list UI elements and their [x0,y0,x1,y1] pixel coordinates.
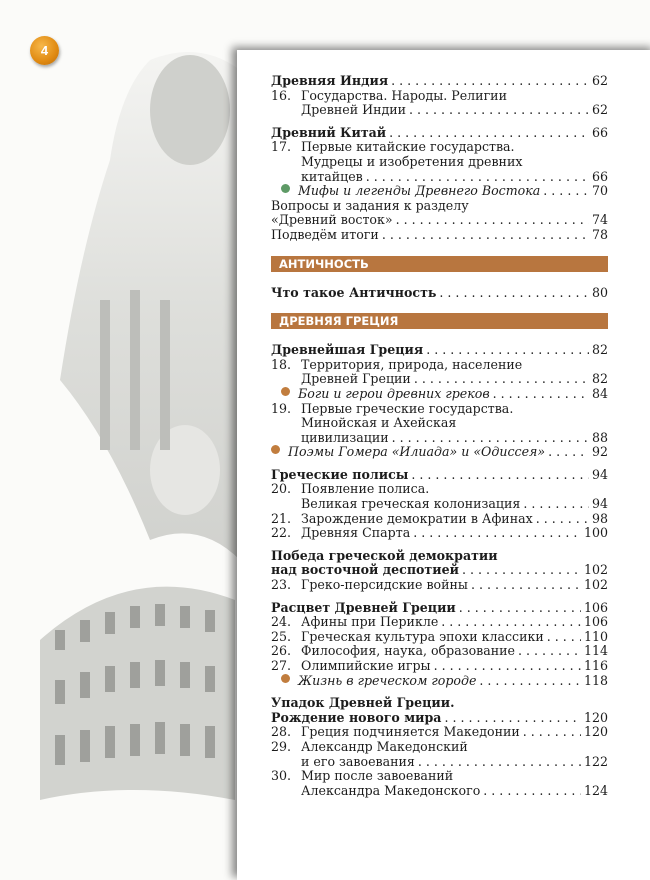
toc-entry[interactable] [271,358,608,387]
dot-leader [515,644,581,659]
toc-line [271,402,608,417]
toc-entry[interactable] [271,644,608,659]
toc-line [271,674,608,689]
toc-line [271,659,608,674]
toc-entry[interactable] [271,769,608,798]
toc-line [271,286,608,301]
entry-title: Победа греческой демократии [271,547,498,563]
toc-line [271,630,608,645]
dot-leader [379,228,589,243]
page-ref: 106 [583,599,608,615]
toc-line [271,155,608,170]
toc-line [271,769,608,784]
toc-line [271,103,608,118]
toc-entry[interactable] [271,740,608,769]
dot-leader [406,103,589,118]
toc-entry[interactable] [271,601,608,616]
entry-title: Рождение нового мира [271,709,442,725]
page-ref: 120 [583,724,608,740]
page-ref: 116 [583,658,608,673]
entry-title: Великая греческая колонизация [301,496,521,512]
toc-entry[interactable] [271,387,608,402]
entry-number: 25. [271,628,292,644]
entry-number: 17. [271,139,292,155]
dot-leader [436,286,589,301]
entry-number: 22. [271,525,292,541]
entry-title: Греко-персидские войны [301,577,468,593]
page-number-badge: 4 [30,36,59,65]
page-ref: 62 [591,73,608,88]
toc-group [271,74,608,118]
section-header: АНТИЧНОСТЬ [271,256,608,272]
dot-leader [388,74,589,89]
entry-number: 19. [271,400,292,416]
entry-title: Расцвет Древней Греции [271,599,456,615]
toc-line [271,615,608,630]
toc-line [271,512,608,527]
toc-line [271,740,608,755]
toc-entry[interactable] [271,468,608,483]
toc-line [271,199,608,214]
entry-title: Александра Македонского [301,782,481,798]
dot-leader [393,213,589,228]
dot-leader [545,445,589,460]
entry-title: Греция подчиняется Македонии [301,724,520,740]
entry-title: Вопросы и задания к разделу [271,197,469,213]
toc-group [271,468,608,541]
page-ref: 66 [591,124,608,140]
entry-title: над восточной деспотией [271,562,459,578]
toc-line [271,343,608,358]
entry-title: Жизнь в греческом городе [298,672,477,688]
entry-title: Олимпийские игры [301,658,431,673]
toc-group [271,343,608,460]
toc-entry[interactable] [271,89,608,118]
dot-leader [423,343,589,358]
entry-title: Древней Греции [301,371,411,387]
dot-leader [490,387,589,402]
page-ref: 124 [583,782,608,798]
entry-title: Подведём итоги [271,226,379,242]
entry-title: Появление полиса. [301,481,430,497]
page-ref: 120 [583,709,608,725]
toc-line [271,445,608,460]
page-ref: 92 [591,444,608,460]
page-ref: 82 [591,342,608,358]
dot-leader [456,601,581,616]
page-ref: 62 [591,102,608,118]
dot-leader [410,526,581,541]
toc-line [271,431,608,446]
dot-leader [441,711,580,726]
entry-title: Первые греческие государства. [301,400,514,416]
entry-title: Греческая культура эпохи классики [301,628,544,644]
dot-leader [476,674,581,689]
toc-entry[interactable] [271,286,608,301]
page-ref: 98 [591,510,608,526]
orange-marker-icon [271,445,280,454]
entry-number: 18. [271,356,292,372]
toc-line [271,213,608,228]
toc-line [271,140,608,155]
page-ref: 82 [591,371,608,387]
toc-line [271,644,608,659]
toc-line [271,711,608,726]
toc-line [271,578,608,593]
entry-title: Древний Китай [271,124,387,140]
dot-leader [389,431,589,446]
page-ref: 94 [591,466,608,482]
toc-entry[interactable] [271,228,608,243]
toc-line [271,387,608,402]
dot-leader [411,372,589,387]
entry-title: китайцев [301,168,363,184]
dot-leader [480,784,581,799]
entry-number: 16. [271,87,292,103]
toc-entry[interactable] [271,659,608,674]
page-ref: 118 [583,672,608,688]
entry-title: и его завоевания [301,753,415,769]
entry-title: цивилизации [301,429,389,445]
toc-entry[interactable] [271,184,608,199]
entry-number: 23. [271,577,292,593]
toc-entry[interactable] [271,126,608,141]
toc-entry[interactable] [271,199,608,228]
entry-title: Что такое Античность [271,284,437,300]
dot-leader [520,725,581,740]
entry-title: Древняя Спарта [301,525,411,541]
entry-title: «Древний восток» [271,212,393,228]
entry-title: Минойская и Ахейская [301,415,457,431]
dot-leader [415,755,581,770]
dot-leader [438,615,581,630]
toc-entry[interactable] [271,578,608,593]
toc-line [271,89,608,104]
dot-leader [459,563,581,578]
ancient-sculptures-illustration [0,0,250,869]
toc-group [271,286,608,301]
toc-entry[interactable] [271,630,608,645]
toc-line [271,468,608,483]
toc-entry[interactable] [271,445,608,460]
toc-entry[interactable] [271,482,608,511]
entry-title: Мифы и легенды Древнего Востока [298,183,541,199]
page-ref: 106 [583,614,608,630]
toc-line [271,74,608,89]
dot-leader [386,126,589,141]
entry-number: 26. [271,643,292,659]
dot-leader [544,630,581,645]
page-ref: 88 [591,429,608,445]
toc-entry[interactable] [271,549,608,578]
dot-leader [468,578,581,593]
entry-number: 20. [271,481,292,497]
entry-number: 24. [271,614,292,630]
toc-line [271,563,608,578]
toc-line [271,482,608,497]
toc-entry[interactable] [271,343,608,358]
toc-group [271,696,608,798]
dot-leader [520,497,589,512]
orange-marker-icon [281,674,290,683]
toc-group [271,549,608,593]
entry-title: Территория, природа, население [301,356,523,372]
toc-line [271,784,608,799]
page-ref: 114 [583,643,608,659]
toc-entry[interactable] [271,402,608,446]
toc-entry[interactable] [271,674,608,689]
entry-title: Александр Македонский [301,738,468,754]
toc-entry[interactable] [271,696,608,725]
page-ref: 110 [583,628,608,644]
table-of-contents [271,74,608,798]
toc-group [271,126,608,243]
entry-title: Афины при Перикле [301,614,439,630]
page-ref: 102 [583,577,608,593]
orange-marker-icon [281,387,290,396]
page-ref: 74 [591,212,608,228]
entry-title: Древняя Индия [271,73,389,88]
toc-entry[interactable] [271,140,608,184]
entry-title: Государства. Народы. Религии [301,87,507,103]
entry-title: Мудрецы и изобретения древних [301,153,523,169]
toc-entry[interactable] [271,526,608,541]
toc-entry[interactable] [271,615,608,630]
entry-title: Боги и герои древних греков [298,385,490,401]
toc-line [271,755,608,770]
dot-leader [533,512,589,527]
toc-group [271,601,608,689]
dot-leader [363,170,589,185]
dot-leader [431,659,581,674]
toc-line [271,549,608,564]
page-ref: 102 [583,562,608,578]
entry-title: Первые китайские государства. [301,139,515,155]
entry-number: 21. [271,510,292,526]
toc-line [271,372,608,387]
toc-line [271,526,608,541]
toc-line [271,126,608,141]
entry-number: 27. [271,658,292,673]
section-header: ДРЕВНЯЯ ГРЕЦИЯ [271,313,608,329]
page-ref: 84 [591,385,608,401]
page-ref: 100 [583,525,608,541]
dot-leader [540,184,589,199]
toc-line [271,416,608,431]
entry-number: 30. [271,768,292,784]
entry-title: Поэмы Гомера «Илиада» и «Одиссея» [288,444,546,460]
entry-title: Греческие полисы [271,466,409,482]
toc-line [271,725,608,740]
entry-title: Философия, наука, образование [301,643,515,659]
page-ref: 80 [591,284,608,300]
page-ref: 70 [591,183,608,199]
entry-number: 28. [271,724,292,740]
entry-title: Зарождение демократии в Афинах [301,510,533,526]
dot-leader [408,468,589,483]
entry-number: 29. [271,738,292,754]
green-marker-icon [281,184,290,193]
entry-title: Древней Индии [301,102,407,118]
toc-line [271,696,608,711]
entry-title: Упадок Древней Греции. [271,695,455,711]
page-ref: 66 [591,168,608,184]
toc-entry[interactable] [271,74,608,89]
toc-line [271,497,608,512]
toc-line [271,228,608,243]
toc-line [271,184,608,199]
toc-entry[interactable] [271,512,608,527]
page-ref: 122 [583,753,608,769]
entry-title: Древнейшая Греция [271,342,424,358]
page-ref: 78 [591,226,608,242]
toc-line [271,358,608,373]
toc-line [271,170,608,185]
toc-entry[interactable] [271,725,608,740]
toc-line [271,601,608,616]
entry-title: Мир после завоеваний [301,768,454,784]
page-ref: 94 [591,496,608,512]
